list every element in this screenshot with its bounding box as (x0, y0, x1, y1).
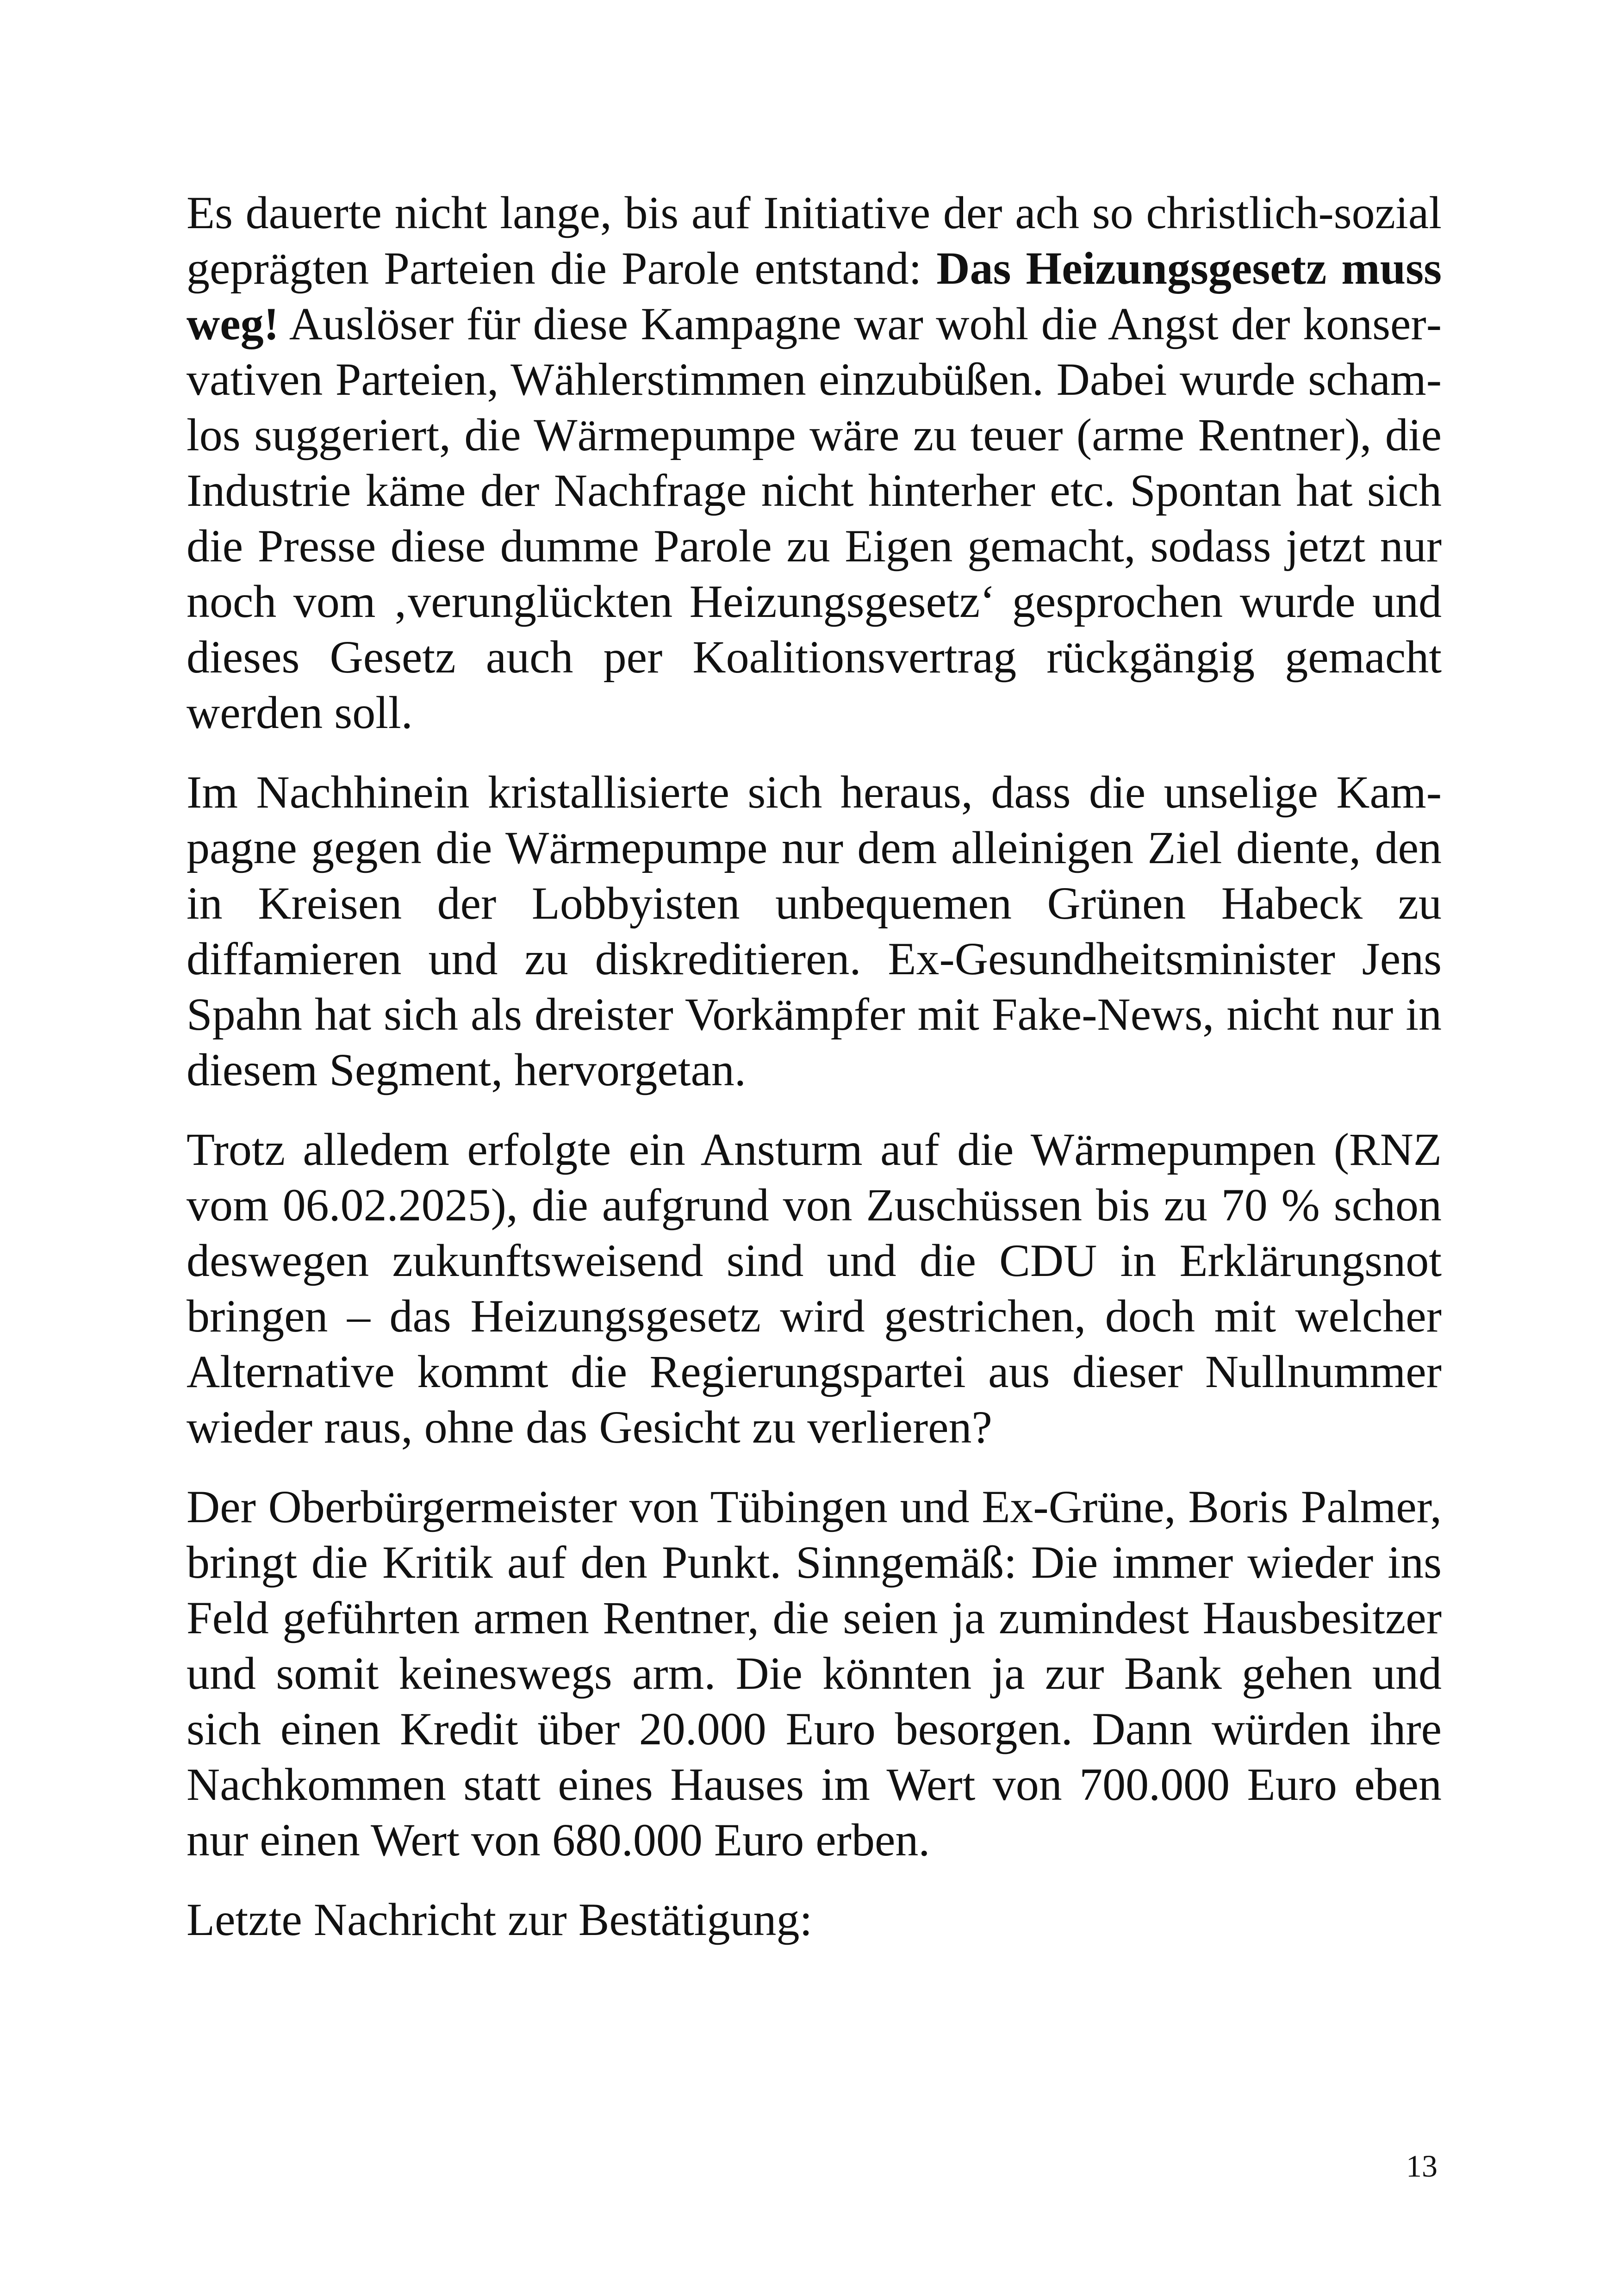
page-number: 13 (1406, 2148, 1438, 2184)
paragraph-palmer: Der Oberbürgermeister von Tübingen und Ex-Grüne, Boris Palmer, bringt die Kritik auf den Punkt. Sinngemäß: Die immer wieder ins Feld geführten armen Rentner, die seien ja zumindest Hausbesitzer und somit keineswegs arm. Die könnten ja zur Bank gehen und sich einen Kredit über 20.000 Euro besorgen. Dann würden ihre Nachkommen statt eines Hauses im Wert von 700.000 Euro eben nur einen Wert von 680.000 Euro erben. (187, 1481, 1442, 1866)
paragraph-1-text-start: Es dauerte nicht lange, bis auf Initiative der ach so christlich-sozial geprägten Parteien die Parole entstand: (187, 187, 1442, 294)
paragraph-kampagne: Im Nachhinein kristallisierte sich heraus, dass die unselige Kampagne gegen die Wärmepumpe nur dem alleinigen Ziel diente, den in Kreisen der Lobbyisten unbequemen Grünen Habeck zu diffamieren und zu diskreditieren. Ex-Gesundheitsminister Jens Spahn hat sich als dreister Vorkämpfer mit Fake-News, nicht nur in diesem Segment, hervorgetan. (187, 766, 1442, 1095)
paragraph-heizungsgesetz (187, 185, 1442, 740)
paragraph-ansturm: Trotz alledem erfolgte ein Ansturm auf die Wärmepumpen (RNZ vom 06.02.2025), die aufgrund von Zuschüssen bis zu 70 % schon deswegen zukunftsweisend sind und die CDU in Erklärungsnot bringen – das Heizungsgesetz wird gestrichen, doch mit welcher Alternative kommt die Regierungspartei aus dieser Nullnummer wieder raus, ohne das Gesicht zu verlieren? (187, 1124, 1442, 1453)
slogan-bold: Das Heizungsgesetz muss weg! (187, 243, 1442, 349)
paragraph-letzte-nachricht: Letzte Nachricht zur Bestätigung: (187, 1894, 813, 1945)
paragraph-1-text-end: Auslöser für diese Kampagne war wohl die Angst der konservativen Parteien, Wählerstimmen einzubüßen. Dabei wurde schamlos suggeriert, die Wärmepumpe wäre zu teuer (arme Rentner), die Industrie käme der Nachfrage nicht hinterher etc. Spontan hat sich die Presse diese dumme Parole zu Eigen gemacht, sodass jetzt nur noch vom ‚verunglückten Heizungsgesetz‘ gesprochen wurde und dieses Gesetz auch per Koalitionsvertrag rückgängig gemacht werden soll. (187, 298, 1442, 738)
body-text (187, 185, 1442, 1948)
